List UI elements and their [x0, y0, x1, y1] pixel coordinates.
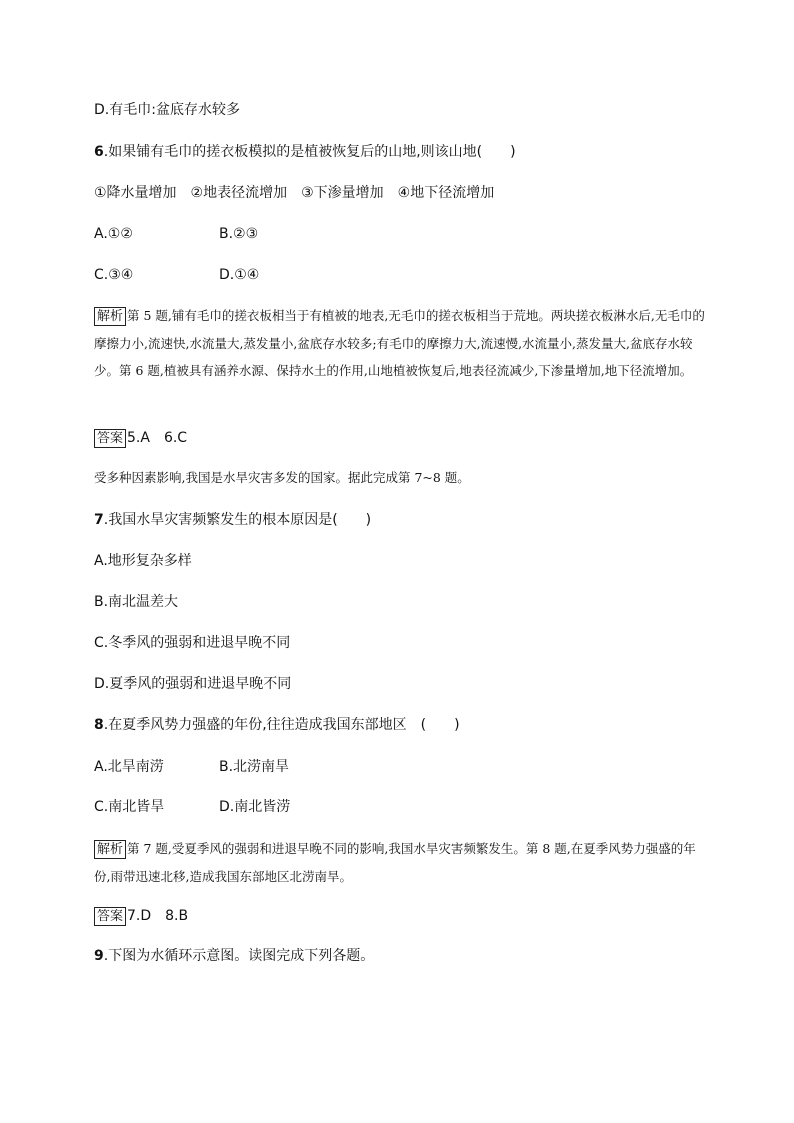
section-intro: 受多种因素影响,我国是水旱灾害多发的国家。据此完成第 7~8 题。	[94, 470, 470, 485]
answer-block-1	[94, 428, 187, 448]
q7-option-c: C.冬季风的强弱和进退早晚不同	[94, 635, 291, 651]
analysis-text: 第 7 题,受夏季风的强弱和进退早晚不同的影响,我国水旱灾害频繁发生。第 8 题,在夏季风势力强盛的年份,雨带迅速北移,造成我国东部地区北涝南旱。	[94, 841, 696, 884]
q7-option-a: A.地形复杂多样	[94, 553, 192, 569]
answer-tag: 答案	[94, 907, 126, 926]
analysis-block-1	[94, 302, 706, 385]
question-number: 6	[94, 144, 104, 160]
question-number: 8	[94, 717, 104, 733]
q8-option-b: B.北涝南旱	[219, 759, 290, 775]
answer-tag: 答案	[94, 429, 126, 448]
question-number: 7	[94, 512, 104, 528]
answer-text: 7.D 8.B	[127, 908, 189, 924]
question-number: 9	[94, 948, 104, 964]
question-7	[94, 510, 371, 530]
q6-option-d: D.①④	[219, 267, 260, 283]
q8-option-d: D.南北皆涝	[219, 799, 291, 815]
question-stem: .如果铺有毛巾的搓衣板模拟的是植被恢复后的山地,则该山地( )	[103, 144, 516, 160]
question-9	[94, 946, 374, 966]
analysis-tag: 解析	[94, 840, 126, 859]
q6-option-a: A.①②	[94, 226, 133, 242]
question-8	[94, 715, 460, 735]
q8-option-c: C.南北皆旱	[94, 799, 165, 815]
q7-option-d: D.夏季风的强弱和进退早晚不同	[94, 676, 292, 692]
q6-choices: ①降水量增加 ②地表径流增加 ③下渗量增加 ④地下径流增加	[94, 185, 495, 201]
q6-option-b: B.②③	[219, 226, 259, 242]
q5-option-d: D.有毛巾:盆底存水较多	[94, 102, 240, 118]
answer-block-2	[94, 906, 188, 926]
analysis-block-2	[94, 835, 706, 890]
question-stem: .我国水旱灾害频繁发生的根本原因是( )	[103, 512, 372, 528]
question-stem: .在夏季风势力强盛的年份,往往造成我国东部地区 ( )	[103, 717, 460, 733]
answer-text: 5.A 6.C	[127, 430, 188, 446]
q8-option-a: A.北旱南涝	[94, 759, 164, 775]
q6-option-c: C.③④	[94, 267, 134, 283]
analysis-tag: 解析	[94, 307, 126, 326]
q7-option-b: B.南北温差大	[94, 594, 179, 610]
question-6	[94, 142, 516, 162]
analysis-text: 第 5 题,铺有毛巾的搓衣板相当于有植被的地表,无毛巾的搓衣板相当于荒地。两块搓衣板淋水后,无毛巾的摩擦力小,流速快,水流量大,蒸发量小,盆底存水较多;有毛巾的摩擦力大,流速慢,水流量小,蒸发量大,盆底存水较少。第 6 题,植被具有涵养水源、保持水土的作用,山地植被恢复后,地表径流减少,下渗量增加,地下径流增加。	[94, 308, 705, 378]
question-stem: .下图为水循环示意图。读图完成下列各题。	[103, 948, 375, 964]
